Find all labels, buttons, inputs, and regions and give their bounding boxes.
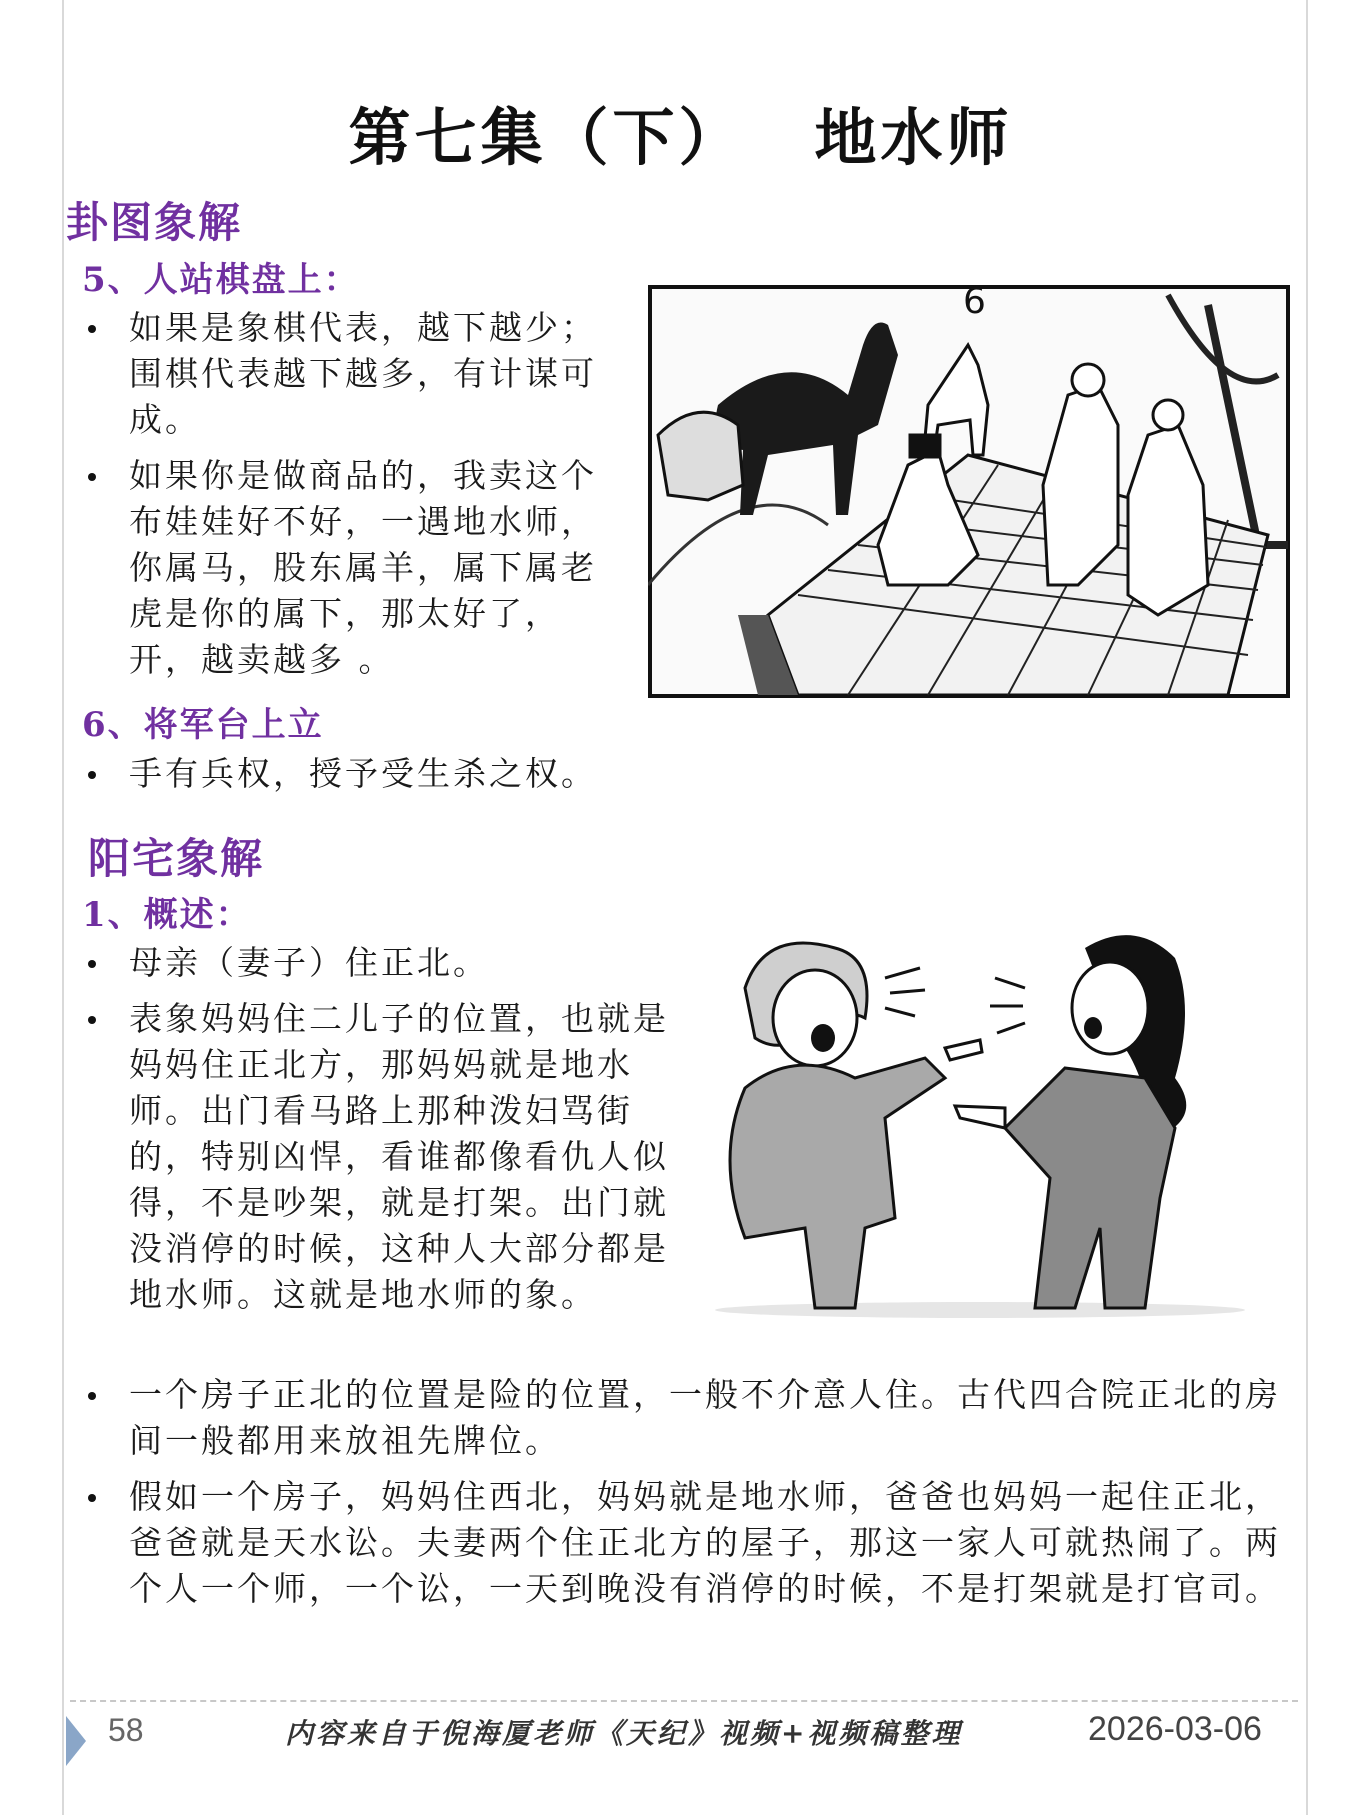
bullet-list-6: [68, 751, 968, 807]
list-item: 假如一个房子，妈妈住西北，妈妈就是地水师，爸爸也妈妈一起住正北，爸爸就是天水讼。夫妻两个住正北方的屋子，那这一家人可就热闹了。两个人一个师，一个讼，一天到晚没有消停的时候，不是打架就是打官司。: [68, 1474, 1298, 1612]
title-part1: 第七集（下）: [348, 101, 745, 174]
list-item: 手有兵权，授予受生杀之权。: [68, 751, 968, 797]
subheading-5: 5、人站棋盘上：: [82, 260, 360, 300]
section-heading-yang-zhai: 阳宅象解: [88, 834, 265, 883]
subheading-1: 1、概述：: [82, 895, 252, 935]
list-item: 如果你是做商品的，我卖这个布娃娃好不好，一遇地水师，你属马，股东属羊，属下属老虎是你的属下，那太好了，开，越卖越多 。: [68, 453, 628, 683]
list-item: 表象妈妈住二儿子的位置，也就是妈妈住正北方，那妈妈就是地水师。出门看马路上那种泼妇骂街的，特别凶悍，看谁都像看仇人似得，不是吵架，就是打架。出门就没消停的时候，这种人大部分都是地水师。这就是地水师的象。: [68, 996, 676, 1318]
bullet-list-overview: [68, 940, 676, 1328]
bullet-list-5: [68, 305, 628, 693]
list-item: 母亲（妻子）住正北。: [68, 940, 676, 986]
page-number: 58: [108, 1712, 144, 1748]
footer-source: 内容来自于倪海厦老师《天纪》视频+视频稿整理: [285, 1717, 963, 1750]
footer-divider: [70, 1700, 1298, 1702]
title-part2: 地水师: [814, 101, 1013, 174]
svg-text:6: 6: [963, 285, 986, 322]
subheading-6: 6、将军台上立: [82, 705, 324, 745]
list-item: 如果是象棋代表，越下越少；围棋代表越下越多，有计谋可成。: [68, 305, 628, 443]
page-border-left: [62, 0, 64, 1815]
triangle-arrow-icon: [66, 1716, 86, 1766]
footer-date: 2026-03-06: [1088, 1710, 1262, 1748]
bullet-list-house: [68, 1372, 1298, 1622]
section-heading-gua-tu: 卦图象解: [66, 198, 243, 247]
page-border-right: [1306, 0, 1308, 1815]
page-title: [0, 88, 1361, 177]
list-item: 一个房子正北的位置是险的位置，一般不介意人住。古代四合院正北的房间一般都用来放祖先牌位。: [68, 1372, 1298, 1464]
chessboard-illustration: [648, 285, 1290, 698]
arguing-women-illustration: [705, 928, 1250, 1320]
